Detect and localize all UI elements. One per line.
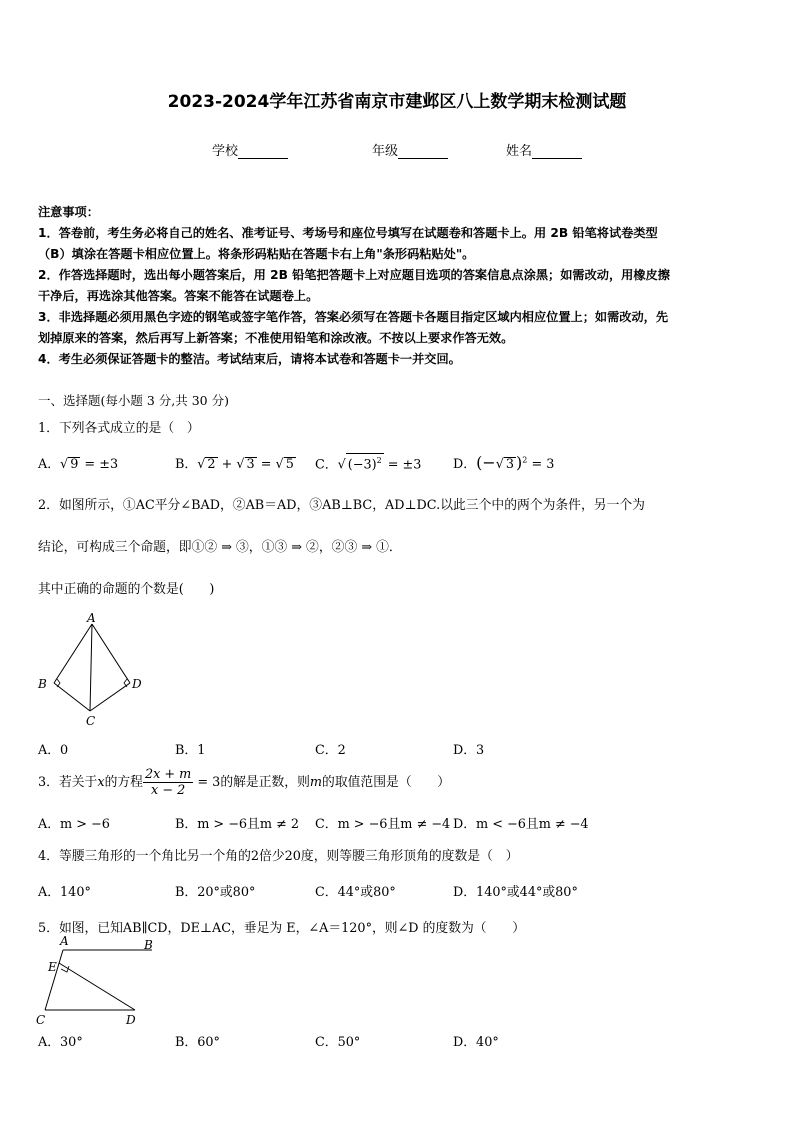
q1-stem: 1．下列各式成立的是（ ） <box>38 421 200 436</box>
school-field <box>212 140 288 159</box>
q2-figure <box>34 610 154 732</box>
notes-item: 干净后，再选涂其他答案。答案不能答在试题卷上。 <box>38 289 319 303</box>
q5-option-a: A．30° <box>38 1035 83 1050</box>
label-a: A <box>60 934 69 948</box>
notes-item: （B）填涂在答题卡相应位置上。将条形码粘贴在答题卡右上角"条形码粘贴处"。 <box>38 247 475 261</box>
school-blank <box>238 145 288 159</box>
label-c: C <box>36 1013 46 1027</box>
segment-ac <box>90 624 92 711</box>
q3-fraction: $\frac{2x + m}{x - 2}$ <box>144 767 192 798</box>
label-d: D <box>132 677 142 691</box>
label-c: C <box>86 714 96 728</box>
q1-option-a: A．√ 9 = ±3 <box>38 457 119 472</box>
q4-option-b: B．20°或80° <box>175 885 256 900</box>
q5-figure <box>34 932 164 1028</box>
q1-option-d: D．(−√ 3 )$^2$ = 3 <box>453 453 555 472</box>
q5-option-c: C．50° <box>315 1035 361 1050</box>
segment-ab <box>54 624 92 683</box>
q3-option-d: D．m < −6且m ≠ −4 <box>453 817 589 832</box>
q2-stem-line3: 其中正确的命题的个数是( ) <box>38 582 215 597</box>
label-a: A <box>87 611 96 625</box>
notes-item: 4．考生必须保证答题卡的整洁。考试结束后，请将本试卷和答题卡一并交回。 <box>38 352 461 366</box>
grade-label: 年级 <box>372 144 399 159</box>
notes-item: 划掉原来的答案，然后再写上新答案；不准使用铅笔和涂改液。不按以上要求作答无效。 <box>38 331 514 345</box>
q2-option-c: C．2 <box>315 743 346 758</box>
q3-stem: 3．若关于x的方程 $\frac{2x + m}{x - 2}$ = 3的解是正数，则m的取值范围是（ ） <box>38 767 450 798</box>
segment-bc <box>54 683 90 711</box>
q1-option-c: C．√ $(-3)^2 = \pm 3$ <box>315 453 421 472</box>
name-label: 姓名 <box>506 144 533 159</box>
label-b: B <box>38 677 47 691</box>
grade-blank <box>398 145 448 159</box>
section-heading: 一、选择题(每小题 3 分,共 30 分) <box>38 393 229 408</box>
q5-stem: 5．如图，已知AB∥CD，DE⊥AC，垂足为 E，∠A＝120°，则∠D 的度数为（ ） <box>38 921 525 936</box>
q2-stem-line1: 2．如图所示，①AC平分∠BAD，②AB＝AD，③AB⊥BC，AD⊥DC.以此三个中的两个为条件，另一个为 <box>38 498 645 513</box>
q2-stem-line2: 结论，可构成三个命题，即①② ⇒ ③，①③ ⇒ ②，②③ ⇒ ①． <box>38 540 402 555</box>
q4-option-a: A．140° <box>38 885 91 900</box>
label-d: D <box>126 1013 136 1027</box>
q2-option-a: A．0 <box>38 743 69 758</box>
segment-de <box>59 963 135 1010</box>
q4-option-c: C．44°或80° <box>315 885 396 900</box>
notes-heading: 注意事项： <box>38 205 99 219</box>
label-b: B <box>144 938 153 952</box>
school-label: 学校 <box>212 144 239 159</box>
q1-option-b: B．√ 2 + √ 3 = √ 5 <box>175 457 294 472</box>
q4-stem: 4．等腰三角形的一个角比另一个角的2倍少20度，则等腰三角形顶角的度数是（ ） <box>38 849 519 864</box>
q5-option-d: D．40° <box>453 1035 499 1050</box>
segment-ac <box>45 950 63 1010</box>
notes-item: 3．非选择题必须用黑色字迹的钢笔或签字笔作答，答案必须写在答题卡各题目指定区域内相应位置上；如需改动，先 <box>38 310 669 324</box>
label-e: E <box>48 960 57 974</box>
q3-option-b: B．m > −6且m ≠ 2 <box>175 817 299 832</box>
grade-field <box>372 140 448 159</box>
q3-option-c: C．m > −6且m ≠ −4 <box>315 817 451 832</box>
name-blank <box>532 145 582 159</box>
name-field <box>506 140 582 159</box>
right-angle-b <box>57 679 60 687</box>
q2-option-b: B．1 <box>175 743 206 758</box>
q5-option-b: B．60° <box>175 1035 220 1050</box>
notes-item: 2．作答选择题时，选出每小题答案后，用 2B 铅笔把答题卡上对应题目选项的答案信息点涂黑；如需改动，用橡皮擦 <box>38 268 670 282</box>
page-title: 2023-2024学年江苏省南京市建邺区八上数学期末检测试题 <box>167 92 627 112</box>
segment-dc <box>90 683 130 711</box>
notes-item: 1．答卷前，考生务必将自己的姓名、准考证号、考场号和座位号填写在试题卷和答题卡上。用 2B 铅笔将试卷类型 <box>38 226 658 240</box>
q3-option-a: A．m > −6 <box>38 817 110 832</box>
segment-ad <box>92 624 130 683</box>
q2-option-d: D．3 <box>453 743 485 758</box>
q4-option-d: D．140°或44°或80° <box>453 885 578 900</box>
